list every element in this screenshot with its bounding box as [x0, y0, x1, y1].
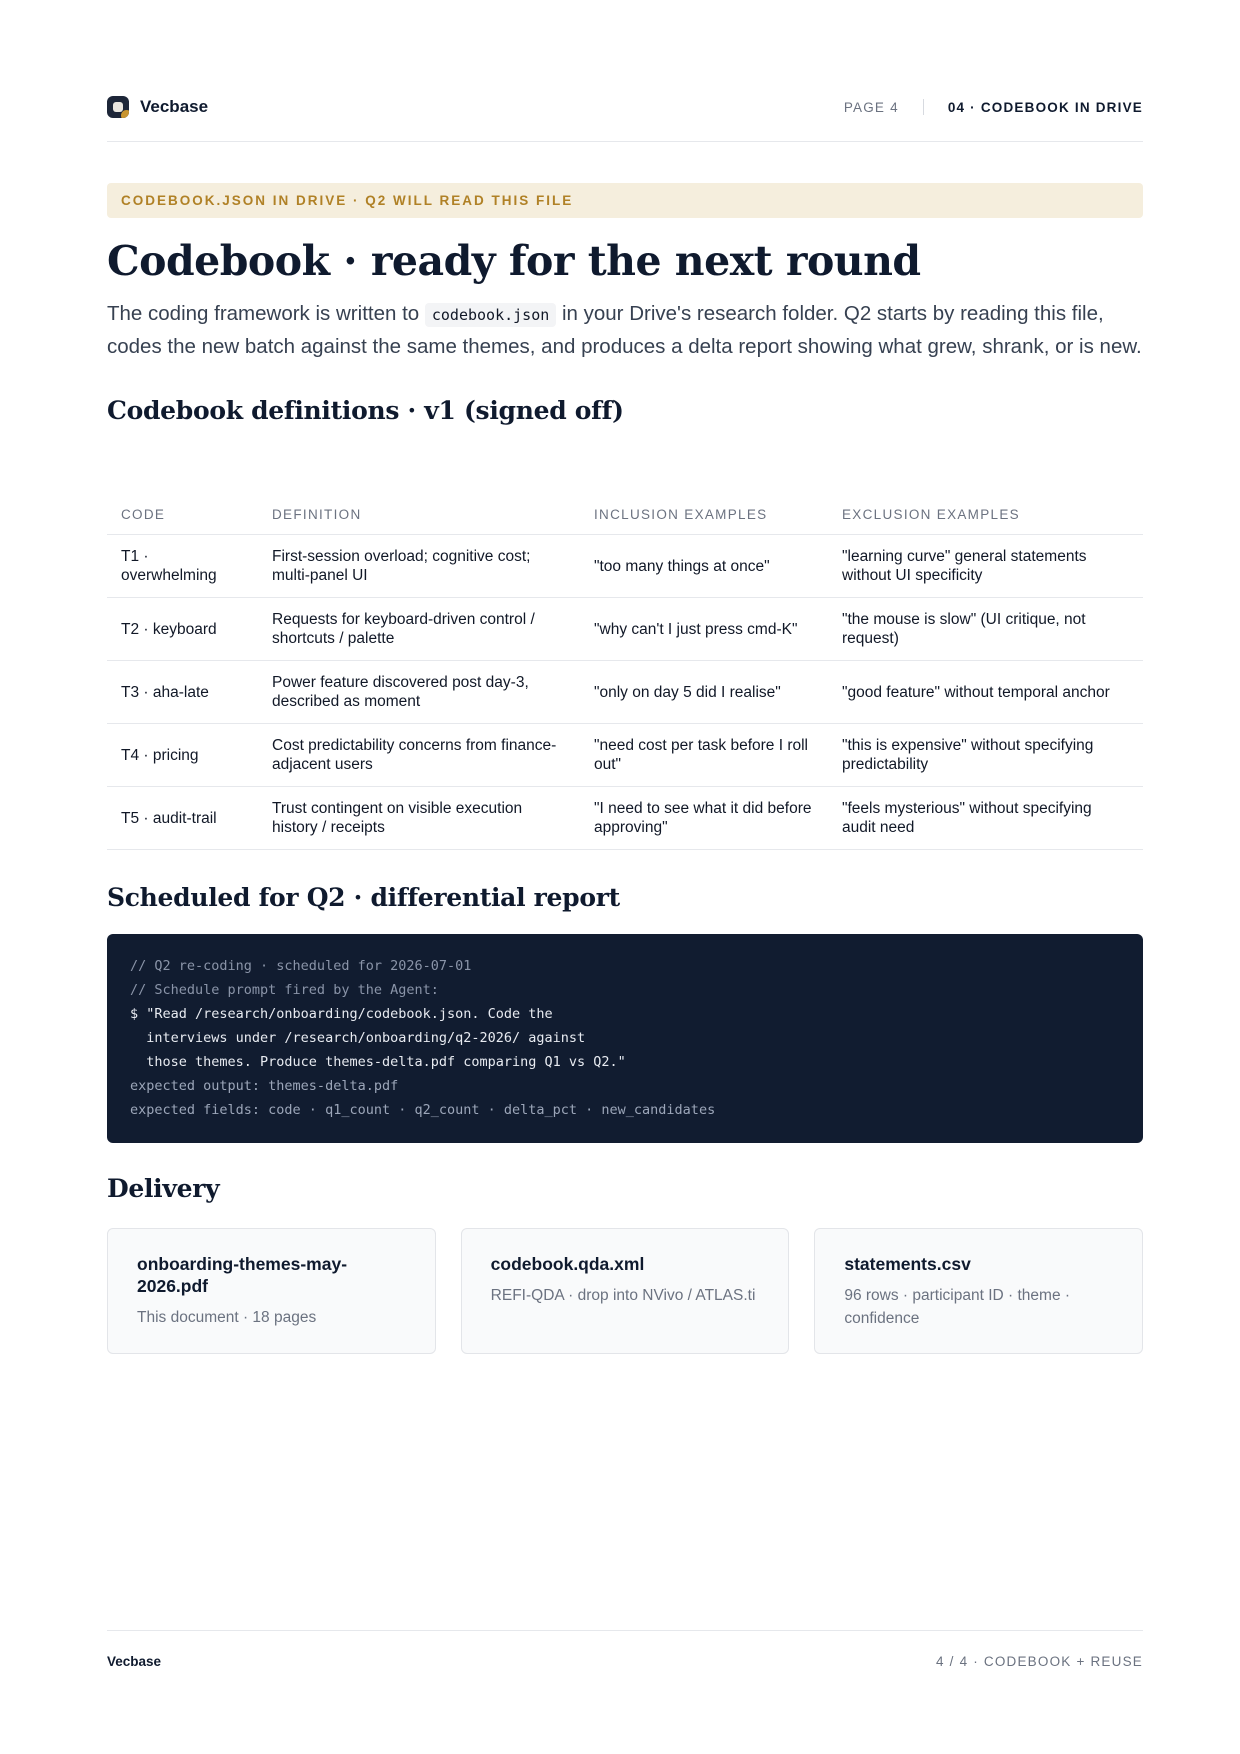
header-meta [844, 99, 1143, 115]
page-footer [107, 1654, 1143, 1669]
schedule-heading: Scheduled for Q2 · differential report [107, 883, 620, 912]
column-header-definition: DEFINITION [258, 494, 580, 535]
table-row [107, 535, 1143, 598]
code-output-line: expected fields: code · q1_count · q2_count · delta_pct · new_candidates [130, 1102, 716, 1118]
document-page [107, 0, 1143, 1754]
lead-text-after: in your Drive's research folder. Q2 starts by reading this file, codes the new batch against the same themes, and produces a delta report showing what grew, shrank, or is new. [107, 302, 1142, 358]
column-header-code: CODE [107, 494, 258, 535]
card-subtitle: This document · 18 pages [137, 1309, 317, 1326]
code-comment-line: // Q2 re-coding · scheduled for 2026-07-01 [130, 958, 472, 974]
footer-rule [107, 1630, 1143, 1631]
cell-inclusion: "need cost per task before I roll out" [580, 724, 828, 787]
schedule-code-block [107, 934, 1143, 1143]
brand [107, 96, 208, 118]
code-output-line: expected output: themes-delta.pdf [130, 1078, 399, 1094]
cell-inclusion: "too many things at once" [580, 535, 828, 598]
delivery-heading: Delivery [107, 1174, 220, 1203]
inline-code-filename: codebook.json [425, 303, 556, 327]
definitions-heading: Codebook definitions · v1 (signed off) [107, 396, 624, 425]
card-title: onboarding-themes-may-2026.pdf [137, 1254, 348, 1296]
delivery-cards [107, 1228, 1143, 1354]
cell-exclusion: "this is expensive" without specifying predictability [828, 724, 1143, 787]
cell-exclusion: "learning curve" general statements without UI specificity [828, 535, 1143, 598]
cell-definition: Trust contingent on visible execution history / receipts [258, 787, 580, 850]
card-title: statements.csv [844, 1254, 971, 1274]
table-row [107, 661, 1143, 724]
lead-paragraph [107, 298, 1143, 362]
card-subtitle: 96 rows · participant ID · theme · confidence [844, 1287, 1071, 1327]
header-rule [107, 141, 1143, 142]
delivery-card-pdf [107, 1228, 436, 1354]
table-row [107, 598, 1143, 661]
code-prompt-line: $ "Read /research/onboarding/codebook.json. Code the [130, 1006, 553, 1022]
cell-definition: First-session overload; cognitive cost; multi-panel UI [258, 535, 580, 598]
footer-brand: Vecbase [107, 1654, 162, 1669]
delivery-card-qda [461, 1228, 790, 1354]
card-title: codebook.qda.xml [490, 1254, 645, 1274]
cell-definition: Requests for keyboard-driven control / shortcuts / palette [258, 598, 580, 661]
cell-inclusion: "I need to see what it did before approving" [580, 787, 828, 850]
cell-code: T2 · keyboard [107, 598, 258, 661]
cell-code: T3 · aha-late [107, 661, 258, 724]
cell-inclusion: "only on day 5 did I realise" [580, 661, 828, 724]
brand-name: Vecbase [140, 97, 209, 116]
header-divider [923, 99, 924, 115]
cell-exclusion: "the mouse is slow" (UI critique, not request) [828, 598, 1143, 661]
cell-definition: Power feature discovered post day-3, described as moment [258, 661, 580, 724]
page-header [107, 90, 1143, 124]
table-header-row [107, 494, 1143, 535]
column-header-exclusion: EXCLUSION EXAMPLES [828, 494, 1143, 535]
code-prompt-line: those themes. Produce themes-delta.pdf comparing Q1 vs Q2." [130, 1054, 626, 1070]
column-header-inclusion: INCLUSION EXAMPLES [580, 494, 828, 535]
cell-definition: Cost predictability concerns from finance-adjacent users [258, 724, 580, 787]
cell-exclusion: "feels mysterious" without specifying audit need [828, 787, 1143, 850]
cell-code: T4 · pricing [107, 724, 258, 787]
section-name: 04 · CODEBOOK IN DRIVE [947, 99, 1143, 115]
table-row [107, 724, 1143, 787]
code-prompt-line: interviews under /research/onboarding/q2-2026/ against [130, 1030, 586, 1046]
lead-text-before: The coding framework is written to [107, 302, 425, 325]
code-comment-line: // Schedule prompt fired by the Agent: [130, 982, 439, 998]
cell-inclusion: "why can't I just press cmd-K" [580, 598, 828, 661]
page-number: PAGE 4 [843, 99, 899, 115]
cell-code: T1 · overwhelming [107, 535, 258, 598]
table-row [107, 787, 1143, 850]
footer-page-info: 4 / 4 · CODEBOOK + REUSE [936, 1654, 1143, 1669]
codebook-table [107, 494, 1143, 850]
page-title: Codebook · ready for the next round [107, 237, 921, 285]
kicker-banner: CODEBOOK.JSON IN DRIVE · Q2 WILL READ THIS FILE [107, 183, 1143, 218]
cell-code: T5 · audit-trail [107, 787, 258, 850]
delivery-card-csv [814, 1228, 1143, 1354]
vecbase-logo-icon [107, 96, 129, 118]
card-subtitle: REFI-QDA · drop into NVivo / ATLAS.ti [490, 1287, 756, 1304]
cell-exclusion: "good feature" without temporal anchor [828, 661, 1143, 724]
